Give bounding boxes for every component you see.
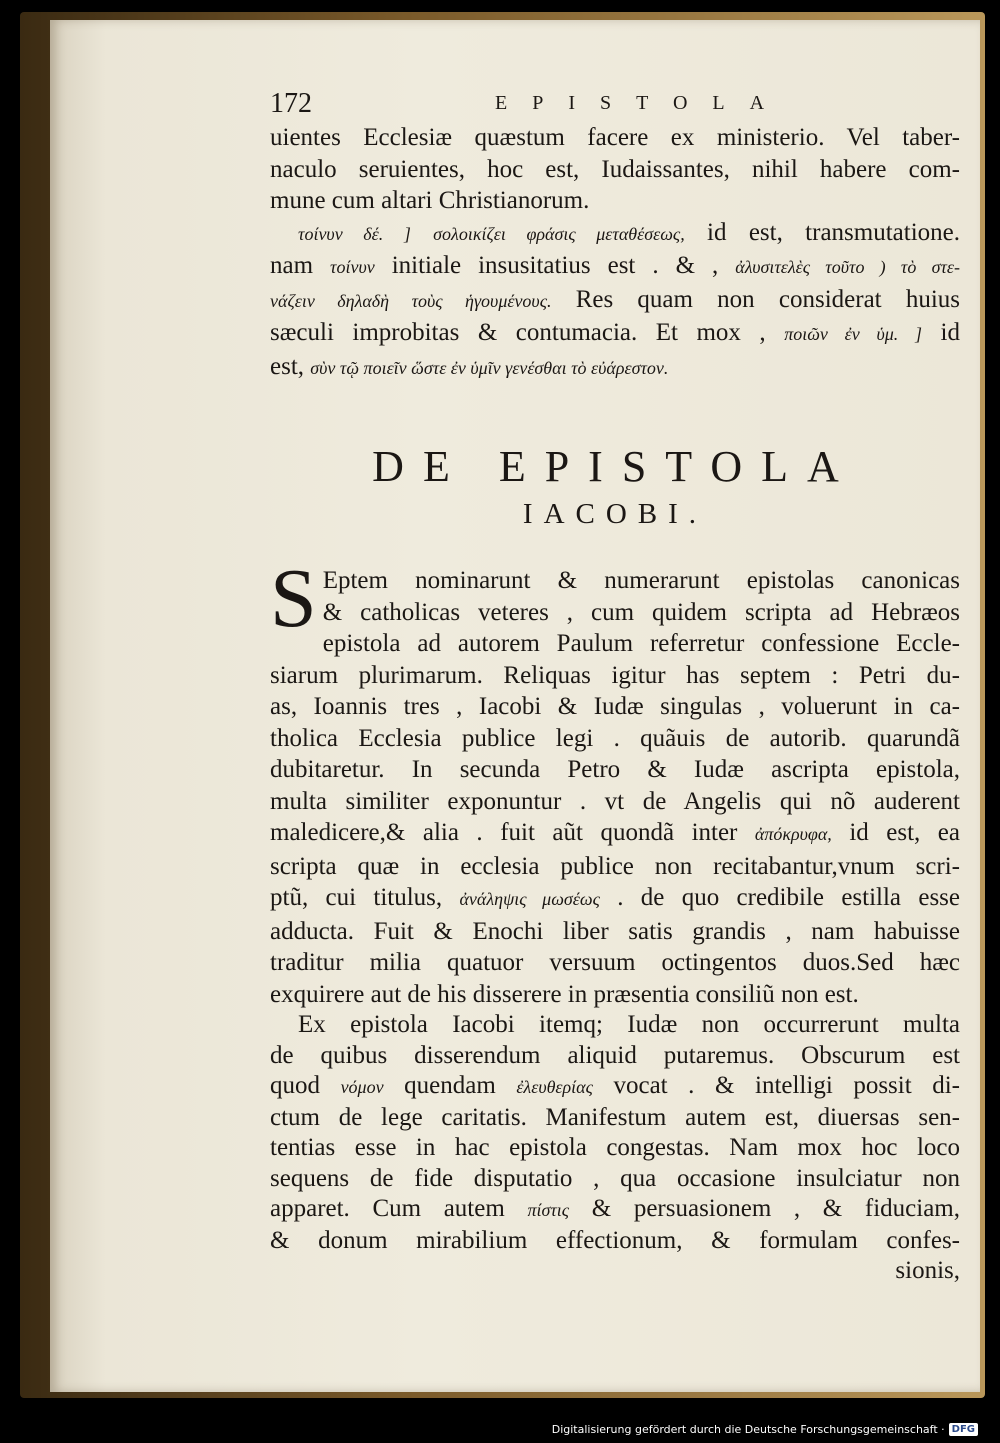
text-line: & donum mirabilium effectionum, & formulam confes- [270, 1226, 960, 1254]
latin-text: id est, transmutatione. [684, 218, 960, 246]
latin-text: sæculi improbitas & contumacia. Et mox , [270, 319, 785, 346]
section-title: DE EPISTOLA [372, 442, 858, 491]
text-line: tholica Ecclesia publice legi . quãuis de autorib. quarundã [270, 724, 960, 752]
text-line [270, 817, 960, 851]
text-line: Eptem nominarunt & numerarunt epistolas canonicas [322, 567, 960, 594]
top-block [270, 122, 960, 217]
text-line: dubitaretur. In secunda Petro & Iudæ ascripta epistola, [270, 756, 960, 783]
greek-text: τοίνυν [330, 257, 375, 277]
text-line [270, 317, 960, 351]
running-head [270, 88, 960, 122]
page-text [270, 88, 960, 1286]
greek-text: ἀνάληψις μωσέως [459, 889, 600, 909]
text-line [270, 1071, 960, 1103]
latin-text: initiale insusitatius est . & , [374, 252, 736, 279]
latin-text: quendam [383, 1072, 517, 1099]
greek-text: νόμον [340, 1077, 384, 1097]
text-line: epistola ad autorem Paulum referretur confessione Eccle- [322, 630, 960, 657]
digitization-footer [552, 1423, 978, 1436]
latin-text: id est, ea [831, 819, 960, 846]
text-line: siarum plurimarum. Reliquas igitur has septem : Petri du- [270, 661, 960, 689]
text-line: tentias esse in hac epistola congestas. Nam mox hoc loco [270, 1134, 960, 1161]
greek-text: ποιῶν ἐν ὑμ. ] [784, 324, 923, 344]
text-line [270, 284, 960, 318]
text-line [270, 1194, 960, 1226]
text-line: naculo seruientes, hoc est, Iudaissantes, nihil habere com- [270, 155, 960, 183]
latin-text: maledicere,& alia . fuit aũt quondã inter [270, 819, 755, 846]
latin-text: vocat . & intelligi possit di- [592, 1072, 961, 1099]
text-line [270, 217, 960, 251]
text-line: multa similiter exponuntur . vt de Angelis qui nõ auderent [270, 787, 960, 815]
latin-text: id [922, 319, 960, 346]
latin-text: . de quo credibile estilla esse [599, 884, 961, 911]
greek-text: τοίνυν δέ. ] [298, 223, 411, 244]
greek-text: ἐλευθερίας [516, 1077, 593, 1097]
paragraph-2 [270, 1010, 960, 1286]
text-line: de quibus disserendum aliquid putaremus. Obscurum est [270, 1041, 960, 1069]
latin-text: apparet. Cum autem [270, 1195, 528, 1222]
text-line: adducta. Fuit & Enochi liber satis grandis , nam habuisse [270, 917, 960, 945]
page-number: 172 [270, 88, 312, 119]
text-line [270, 882, 960, 916]
latin-text: Res quam non considerat huius [551, 285, 960, 313]
dfg-logo: DFG [949, 1423, 978, 1436]
greek-text: νάζειν δηλαδὴ τοὺς ἡγουμένους. [270, 290, 552, 311]
greek-text: ἀλυσιτελὲς τοῦτο ) τὸ στε- [735, 257, 960, 277]
greek-text: σολοικίζει φράσις μεταθέσεως, [433, 223, 685, 244]
drop-capital: S [270, 552, 317, 645]
text-line [270, 351, 960, 385]
text-line: exquirere aut de his disserere in præsentia consiliũ non est. [270, 980, 859, 1008]
paragraph-1 [270, 552, 961, 1010]
running-title: EPISTOLA [495, 92, 790, 114]
text-line: sequens de fide disputatio , qua occasione insulciatur non [270, 1164, 960, 1192]
text-line [270, 250, 960, 284]
text-line: traditur milia quatuor versuum octingentos duos.Sed hæc [270, 949, 960, 976]
text-line: scripta quæ in ecclesia publice non recitabantur,vnum scri- [270, 852, 960, 880]
text-line: mune cum altari Christianorum. [270, 187, 590, 214]
text-line: uientes Ecclesiæ quæstum facere ex ministerio. Vel taber- [270, 124, 960, 151]
latin-text: est, [270, 352, 311, 380]
latin-text: quod [270, 1072, 341, 1099]
section-subtitle: IACOBI. [522, 498, 708, 530]
catchword: sionis, [895, 1257, 960, 1284]
funding-credit: Digitalisierung gefördert durch die Deutsche Forschungsgemeinschaft · [551, 1423, 945, 1436]
latin-text: & persuasionem , & fiduciam, [569, 1195, 960, 1222]
latin-text: ptũ, cui titulus, [270, 884, 460, 911]
text-line: Ex epistola Iacobi itemq; Iudæ non occurrerunt multa [298, 1011, 960, 1038]
text-line: ctum de lege caritatis. Manifestum autem est, diuersas sen- [270, 1103, 960, 1131]
latin-text: nam [270, 252, 331, 279]
greek-text: ἀπόκρυφα, [754, 824, 832, 844]
greek-commentary [270, 217, 960, 385]
text-line: as, Ioannis tres , Iacobi & Iudæ singulas , voluerunt in ca- [270, 693, 960, 720]
text-line: & catholicas veteres , cum quidem scripta ad Hebræos [322, 598, 960, 626]
greek-text: πίστις [527, 1200, 570, 1220]
greek-text: σὺν τῷ ποιεῖν ὥστε ἐν ὑμῖν γενέσθαι τὸ εὐάρεστον. [310, 357, 669, 378]
